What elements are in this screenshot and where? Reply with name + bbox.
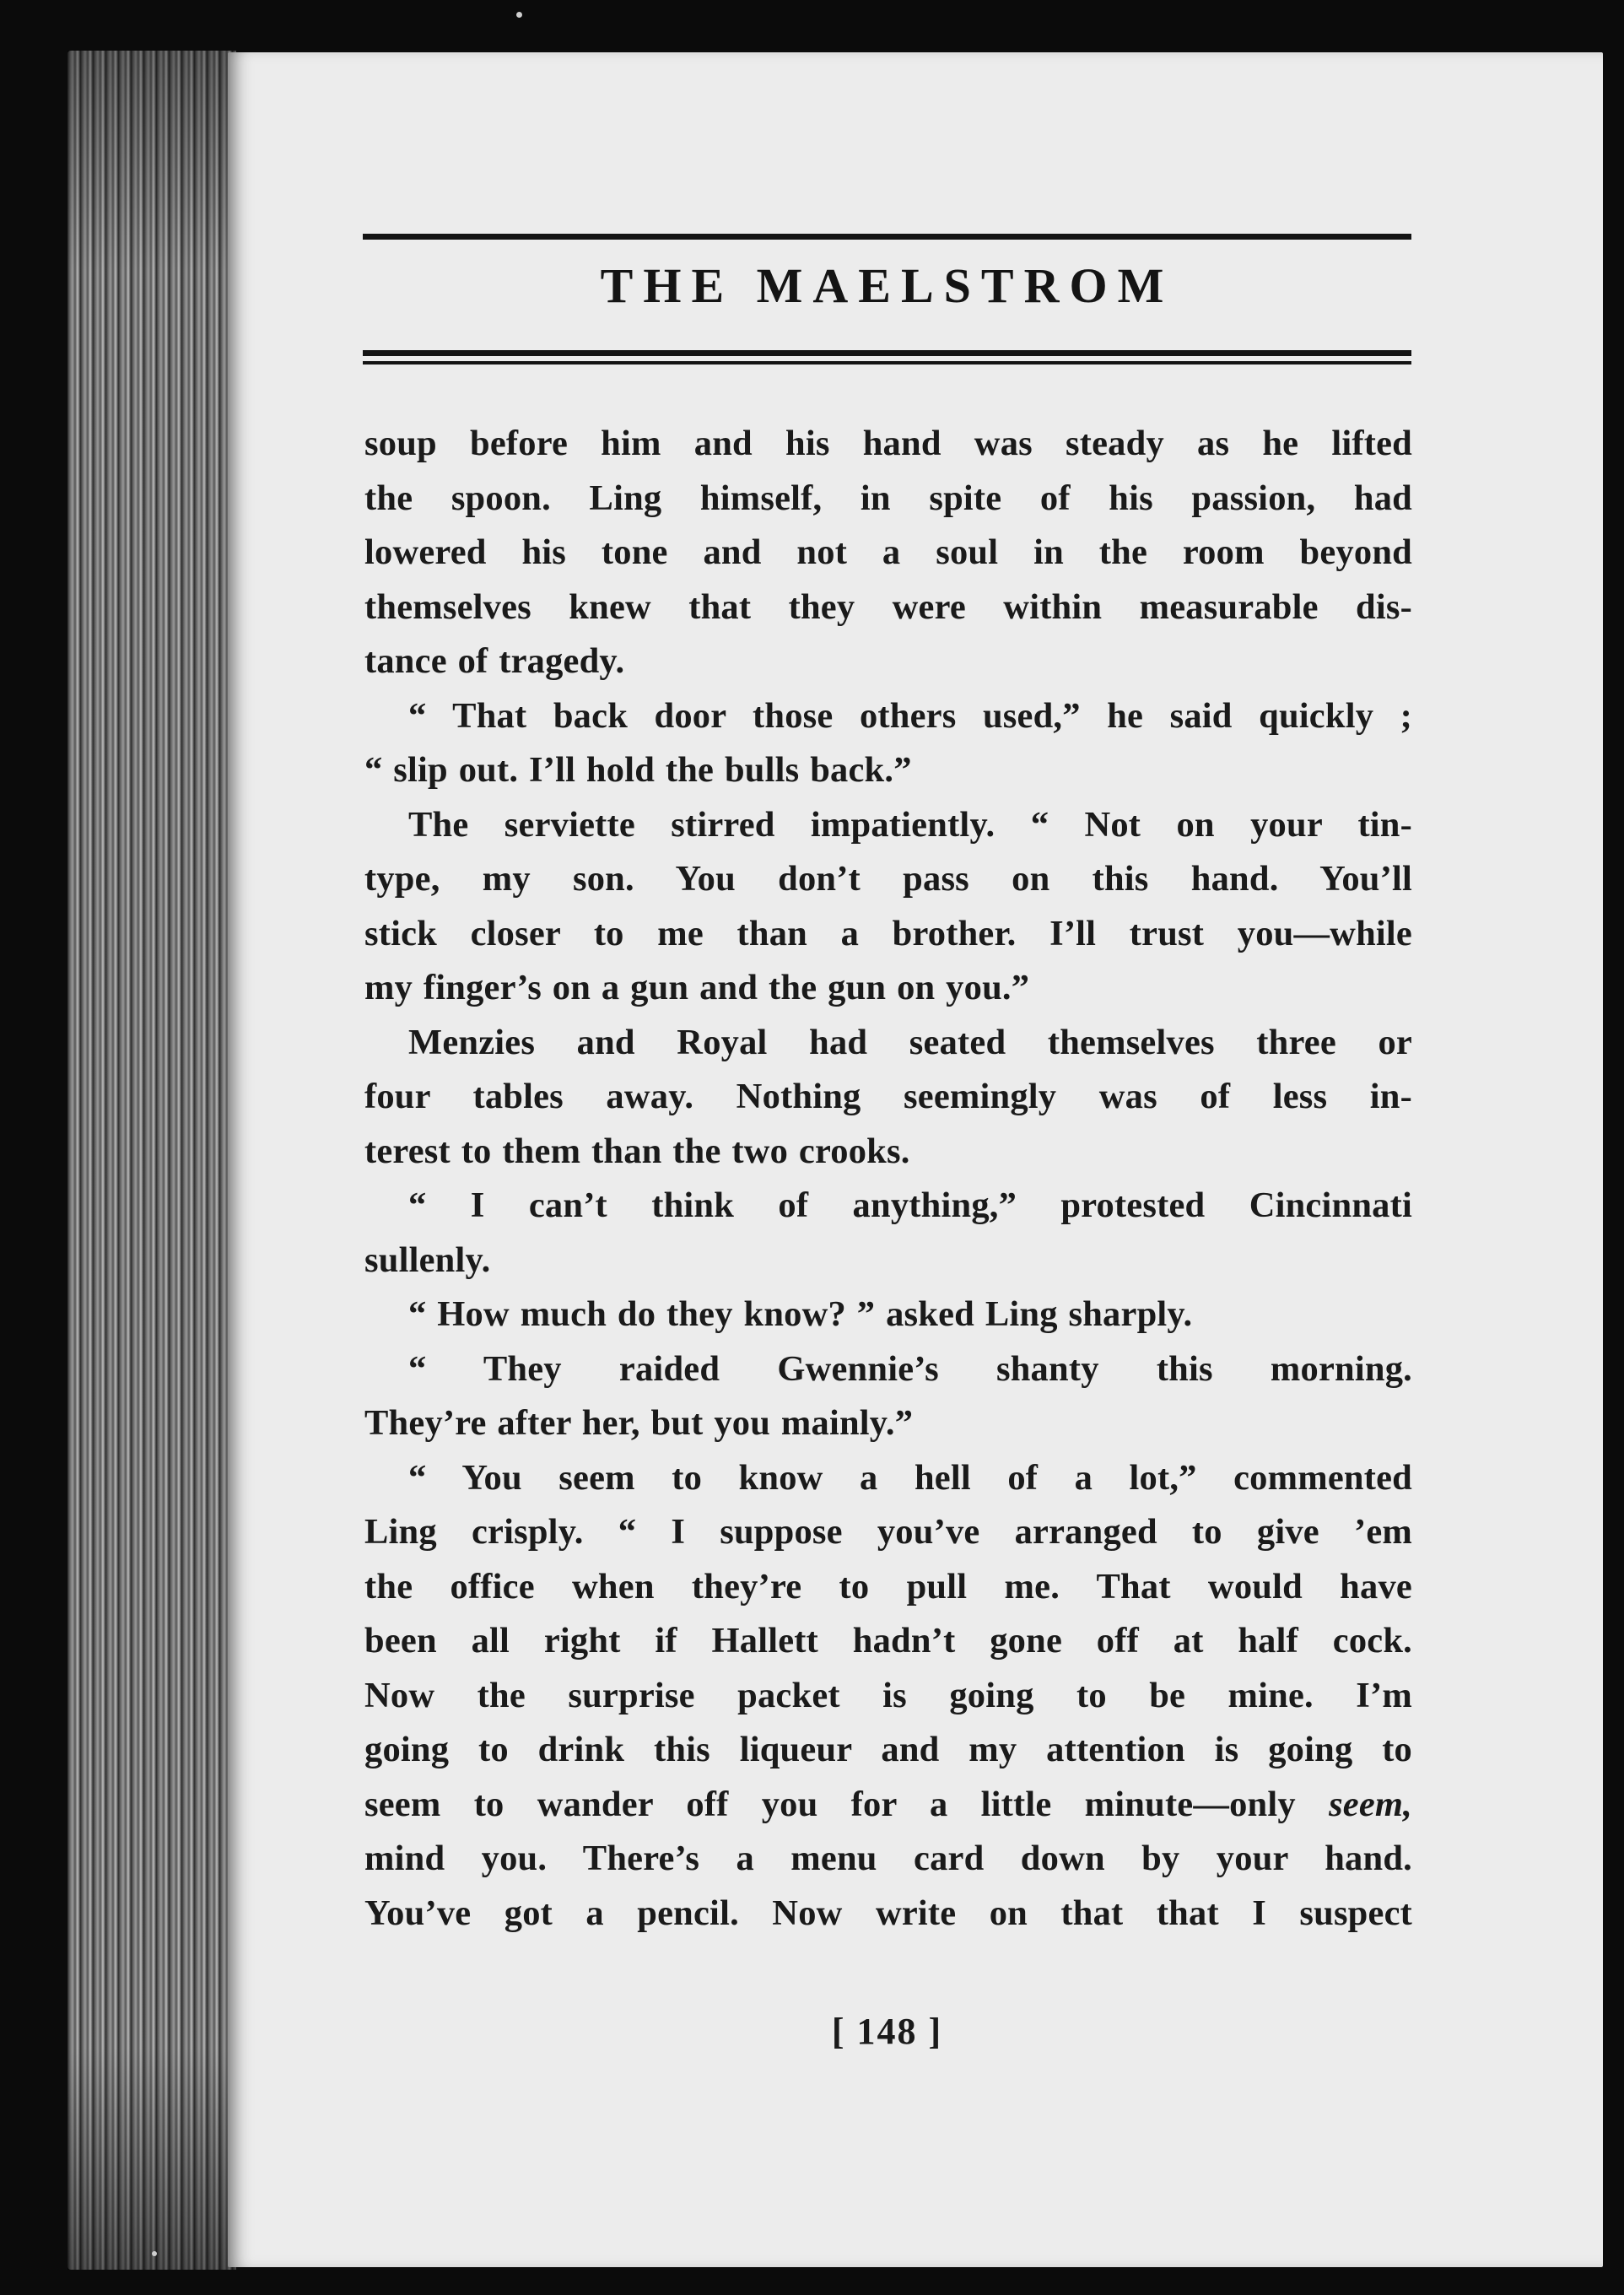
text-line: the office when they’re to pull me. That would have <box>364 1566 1412 1606</box>
page-number: [ 148 ] <box>831 2011 943 2052</box>
text-line: type, my son. You don’t pass on this hand. You’ll <box>364 859 1412 899</box>
body-text <box>364 417 1412 1941</box>
header-rule-top <box>363 234 1411 240</box>
text-line: the spoon. Ling himself, in spite of his passion, had <box>364 478 1412 518</box>
text-line: They’re after her, but you mainly.” <box>364 1403 914 1443</box>
header-rule-double <box>363 350 1411 356</box>
scan-speck <box>516 12 522 18</box>
text-line: lowered his tone and not a soul in the room beyond <box>364 532 1412 572</box>
text-line: “ slip out. I’ll hold the bulls back.” <box>364 750 912 790</box>
header-rule-double-thin <box>363 361 1411 364</box>
text-line: soup before him and his hand was steady as he lifted <box>364 424 1412 463</box>
text-line: terest to them than the two crooks. <box>364 1131 910 1171</box>
text-line: “ You seem to know a hell of a lot,” commented <box>408 1457 1412 1498</box>
text-line: going to drink this liqueur and my attention is going to <box>364 1730 1412 1769</box>
text-line: The serviette stirred impatiently. “ Not on your tin- <box>408 804 1412 845</box>
text-line: “ How much do they know? ” asked Ling sharply. <box>408 1294 1193 1334</box>
italic-word: seem, <box>1329 1784 1413 1824</box>
book-page <box>228 52 1603 2267</box>
running-head: THE MAELSTROM <box>600 258 1174 313</box>
book-page-edges <box>67 51 236 2270</box>
text-line: You’ve got a pencil. Now write on that that I suspect <box>364 1893 1412 1933</box>
text-line: Menzies and Royal had seated themselves three or <box>408 1022 1412 1062</box>
text-line: “ They raided Gwennie’s shanty this morning. <box>408 1348 1412 1389</box>
text-line: been all right if Hallett hadn’t gone off at half cock. <box>364 1621 1412 1660</box>
text-line: sullenly. <box>364 1239 491 1280</box>
text-line: Now the surprise packet is going to be mine. I’m <box>364 1675 1412 1715</box>
text-line: “ I can’t think of anything,” protested Cincinnati <box>408 1185 1412 1225</box>
text-line: four tables away. Nothing seemingly was of less in- <box>364 1077 1412 1116</box>
text-line: “ That back door those others used,” he said quickly ; <box>408 695 1412 736</box>
text-line: seem to wander off you for a little minute—only seem, <box>364 1784 1413 1824</box>
text-line: stick closer to me than a brother. I’ll trust you—while <box>364 913 1412 953</box>
text-line: tance of tragedy. <box>364 641 625 681</box>
text-line: mind you. There’s a menu card down by your hand. <box>364 1839 1412 1878</box>
scan-speck <box>152 2251 157 2256</box>
text-line: my finger’s on a gun and the gun on you.” <box>364 968 1030 1007</box>
text-line: themselves knew that they were within measurable dis- <box>364 586 1412 627</box>
text-line: Ling crisply. “ I suppose you’ve arranged to give ’em <box>364 1512 1412 1552</box>
